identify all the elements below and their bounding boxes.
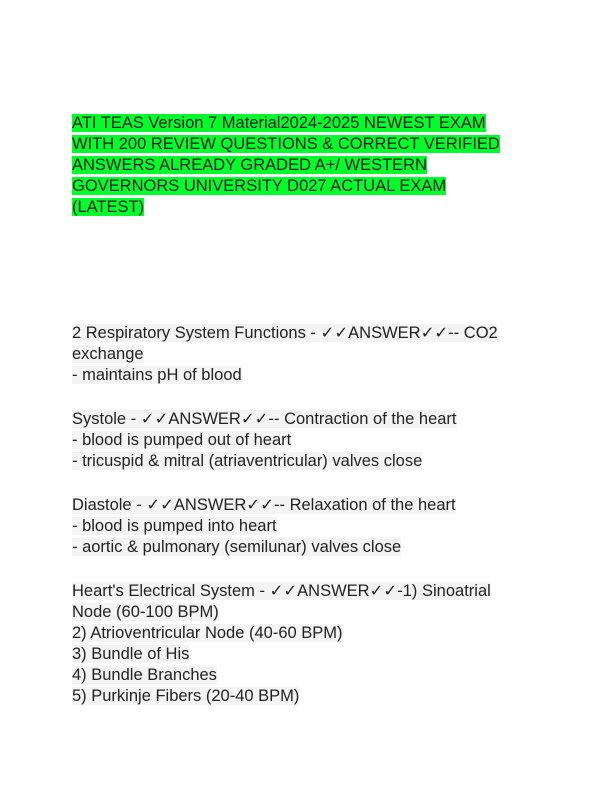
entry-line: Node (60-100 BPM) [72, 603, 219, 621]
entry-line: exchange [72, 345, 144, 363]
entry-line: 3) Bundle of His [72, 645, 190, 663]
entry-line: - blood is pumped out of heart [72, 431, 292, 449]
qa-entry-diastole [72, 495, 547, 558]
entry-line: Systole - ✓✓ANSWER✓✓-- Contraction of the heart [72, 410, 457, 428]
entry-line: 5) Purkinje Fibers (20-40 BPM) [72, 687, 300, 705]
qa-entry-electrical-system [72, 581, 547, 707]
entry-line: Heart's Electrical System - ✓✓ANSWER✓✓-1) Sinoatrial [72, 582, 491, 600]
entry-line: 2 Respiratory System Functions - ✓✓ANSWER✓✓-- CO2 [72, 324, 498, 342]
document-title [72, 113, 542, 218]
entry-line: - maintains pH of blood [72, 366, 242, 384]
title-line: ATI TEAS Version 7 Material2024-2025 NEWEST EXAM [72, 114, 486, 132]
title-line: ANSWERS ALREADY GRADED A+/ WESTERN [72, 156, 427, 174]
entry-line: 4) Bundle Branches [72, 666, 217, 684]
qa-entry-systole [72, 409, 547, 472]
qa-entry-respiratory [72, 323, 547, 386]
title-line: WITH 200 REVIEW QUESTIONS & CORRECT VERIFIED [72, 135, 500, 153]
title-line: GOVERNORS UNIVERSITY D027 ACTUAL EXAM [72, 177, 447, 195]
qa-content [72, 323, 547, 730]
entry-line: - tricuspid & mitral (atriaventricular) valves close [72, 452, 423, 470]
entry-line: 2) Atrioventricular Node (40-60 BPM) [72, 624, 343, 642]
entry-line: Diastole - ✓✓ANSWER✓✓-- Relaxation of the heart [72, 496, 456, 514]
title-line: (LATEST) [72, 198, 145, 216]
entry-line: - blood is pumped into heart [72, 517, 277, 535]
entry-line: - aortic & pulmonary (semilunar) valves close [72, 538, 402, 556]
